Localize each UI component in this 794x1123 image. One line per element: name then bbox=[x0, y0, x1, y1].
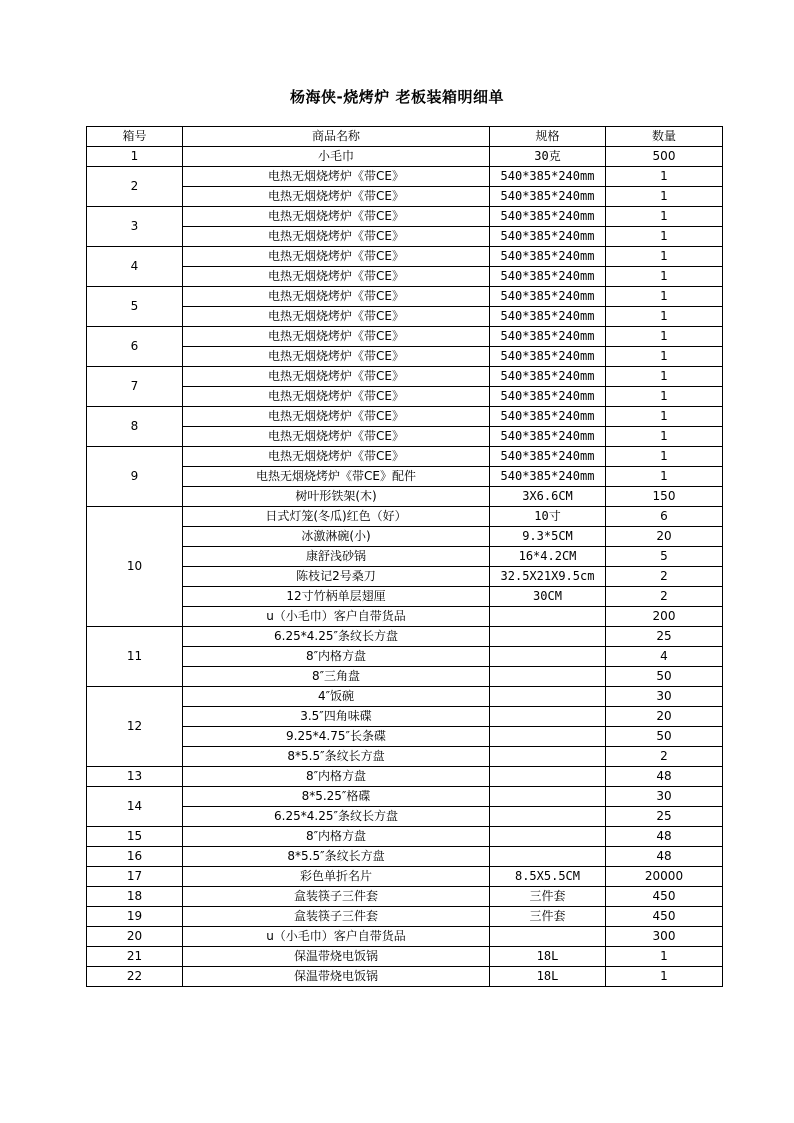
box-number-cell: 5 bbox=[87, 287, 183, 327]
product-name-cell: 8″内格方盘 bbox=[183, 767, 490, 787]
specification-cell: 540*385*240mm bbox=[490, 407, 606, 427]
specification-cell bbox=[490, 707, 606, 727]
table-row bbox=[87, 747, 723, 767]
box-number-cell: 18 bbox=[87, 887, 183, 907]
table-row bbox=[87, 287, 723, 307]
product-name-cell: 电热无烟烧烤炉《带CE》 bbox=[183, 207, 490, 227]
product-name-cell: 电热无烟烧烤炉《带CE》 bbox=[183, 407, 490, 427]
table-row bbox=[87, 407, 723, 427]
box-number-cell: 1 bbox=[87, 147, 183, 167]
specification-cell bbox=[490, 647, 606, 667]
table-row bbox=[87, 547, 723, 567]
product-name-cell: 电热无烟烧烤炉《带CE》 bbox=[183, 447, 490, 467]
product-name-cell: 盒装筷子三件套 bbox=[183, 887, 490, 907]
quantity-cell: 1 bbox=[606, 387, 723, 407]
quantity-cell: 500 bbox=[606, 147, 723, 167]
box-number-cell: 7 bbox=[87, 367, 183, 407]
product-name-cell: 8″三角盘 bbox=[183, 667, 490, 687]
quantity-cell: 2 bbox=[606, 567, 723, 587]
quantity-cell: 6 bbox=[606, 507, 723, 527]
specification-cell bbox=[490, 847, 606, 867]
quantity-cell: 1 bbox=[606, 347, 723, 367]
product-name-cell: 树叶形铁架(木) bbox=[183, 487, 490, 507]
table-row bbox=[87, 347, 723, 367]
packing-list-table bbox=[86, 126, 723, 987]
header-quantity: 数量 bbox=[606, 127, 723, 147]
product-name-cell: 电热无烟烧烤炉《带CE》 bbox=[183, 227, 490, 247]
table-row bbox=[87, 167, 723, 187]
product-name-cell: 8*5.5″条纹长方盘 bbox=[183, 847, 490, 867]
quantity-cell: 25 bbox=[606, 807, 723, 827]
box-number-cell: 16 bbox=[87, 847, 183, 867]
quantity-cell: 48 bbox=[606, 767, 723, 787]
product-name-cell: 12寸竹柄单层翅厘 bbox=[183, 587, 490, 607]
product-name-cell: 盒装筷子三件套 bbox=[183, 907, 490, 927]
quantity-cell: 200 bbox=[606, 607, 723, 627]
table-row bbox=[87, 587, 723, 607]
table-row bbox=[87, 887, 723, 907]
quantity-cell: 450 bbox=[606, 907, 723, 927]
quantity-cell: 1 bbox=[606, 267, 723, 287]
quantity-cell: 1 bbox=[606, 427, 723, 447]
product-name-cell: 8*5.5″条纹长方盘 bbox=[183, 747, 490, 767]
product-name-cell: 冰激淋碗(小) bbox=[183, 527, 490, 547]
quantity-cell: 50 bbox=[606, 727, 723, 747]
quantity-cell: 150 bbox=[606, 487, 723, 507]
box-number-cell: 20 bbox=[87, 927, 183, 947]
specification-cell bbox=[490, 667, 606, 687]
table-row bbox=[87, 207, 723, 227]
quantity-cell: 1 bbox=[606, 327, 723, 347]
box-number-cell: 4 bbox=[87, 247, 183, 287]
specification-cell: 540*385*240mm bbox=[490, 307, 606, 327]
product-name-cell: 彩色单折名片 bbox=[183, 867, 490, 887]
specification-cell: 30克 bbox=[490, 147, 606, 167]
specification-cell: 540*385*240mm bbox=[490, 167, 606, 187]
table-row bbox=[87, 267, 723, 287]
table-row bbox=[87, 927, 723, 947]
quantity-cell: 30 bbox=[606, 787, 723, 807]
table-row bbox=[87, 767, 723, 787]
product-name-cell: 电热无烟烧烤炉《带CE》 bbox=[183, 167, 490, 187]
quantity-cell: 1 bbox=[606, 467, 723, 487]
specification-cell bbox=[490, 787, 606, 807]
quantity-cell: 1 bbox=[606, 447, 723, 467]
specification-cell: 18L bbox=[490, 947, 606, 967]
quantity-cell: 48 bbox=[606, 847, 723, 867]
product-name-cell: 电热无烟烧烤炉《带CE》 bbox=[183, 347, 490, 367]
product-name-cell: 8″内格方盘 bbox=[183, 647, 490, 667]
product-name-cell: 电热无烟烧烤炉《带CE》 bbox=[183, 267, 490, 287]
product-name-cell: 电热无烟烧烤炉《带CE》 bbox=[183, 427, 490, 447]
table-row bbox=[87, 607, 723, 627]
quantity-cell: 50 bbox=[606, 667, 723, 687]
specification-cell: 540*385*240mm bbox=[490, 427, 606, 447]
product-name-cell: 陈枝记2号桑刀 bbox=[183, 567, 490, 587]
product-name-cell: u（小毛巾）客户自带货品 bbox=[183, 607, 490, 627]
table-row bbox=[87, 487, 723, 507]
quantity-cell: 1 bbox=[606, 187, 723, 207]
specification-cell bbox=[490, 627, 606, 647]
product-name-cell: 电热无烟烧烤炉《带CE》 bbox=[183, 247, 490, 267]
product-name-cell: 保温带烧电饭锅 bbox=[183, 967, 490, 987]
specification-cell: 540*385*240mm bbox=[490, 287, 606, 307]
table-row bbox=[87, 527, 723, 547]
specification-cell: 540*385*240mm bbox=[490, 347, 606, 367]
specification-cell bbox=[490, 727, 606, 747]
specification-cell: 540*385*240mm bbox=[490, 327, 606, 347]
table-row bbox=[87, 967, 723, 987]
quantity-cell: 1 bbox=[606, 247, 723, 267]
product-name-cell: 电热无烟烧烤炉《带CE》 bbox=[183, 387, 490, 407]
product-name-cell: 电热无烟烧烤炉《带CE》 bbox=[183, 287, 490, 307]
specification-cell: 三件套 bbox=[490, 907, 606, 927]
quantity-cell: 1 bbox=[606, 967, 723, 987]
product-name-cell: 电热无烟烧烤炉《带CE》 bbox=[183, 367, 490, 387]
quantity-cell: 1 bbox=[606, 227, 723, 247]
specification-cell: 540*385*240mm bbox=[490, 187, 606, 207]
quantity-cell: 450 bbox=[606, 887, 723, 907]
specification-cell: 540*385*240mm bbox=[490, 447, 606, 467]
product-name-cell: 电热无烟烧烤炉《带CE》 bbox=[183, 307, 490, 327]
box-number-cell: 15 bbox=[87, 827, 183, 847]
specification-cell bbox=[490, 767, 606, 787]
product-name-cell: 3.5″四角味碟 bbox=[183, 707, 490, 727]
table-row bbox=[87, 147, 723, 167]
quantity-cell: 5 bbox=[606, 547, 723, 567]
specification-cell: 540*385*240mm bbox=[490, 387, 606, 407]
specification-cell: 9.3*5CM bbox=[490, 527, 606, 547]
quantity-cell: 30 bbox=[606, 687, 723, 707]
specification-cell bbox=[490, 807, 606, 827]
quantity-cell: 1 bbox=[606, 407, 723, 427]
box-number-cell: 14 bbox=[87, 787, 183, 827]
table-row bbox=[87, 687, 723, 707]
box-number-cell: 19 bbox=[87, 907, 183, 927]
specification-cell: 32.5X21X9.5cm bbox=[490, 567, 606, 587]
table-row bbox=[87, 387, 723, 407]
table-row bbox=[87, 567, 723, 587]
specification-cell: 30CM bbox=[490, 587, 606, 607]
table-row bbox=[87, 227, 723, 247]
specification-cell: 540*385*240mm bbox=[490, 247, 606, 267]
table-body bbox=[87, 147, 723, 987]
table-row bbox=[87, 247, 723, 267]
quantity-cell: 20000 bbox=[606, 867, 723, 887]
product-name-cell: 6.25*4.25″条纹长方盘 bbox=[183, 807, 490, 827]
table-row bbox=[87, 367, 723, 387]
header-row bbox=[87, 127, 723, 147]
table-row bbox=[87, 727, 723, 747]
quantity-cell: 20 bbox=[606, 527, 723, 547]
product-name-cell: 电热无烟烧烤炉《带CE》 bbox=[183, 327, 490, 347]
specification-cell: 3X6.6CM bbox=[490, 487, 606, 507]
product-name-cell: 电热无烟烧烤炉《带CE》配件 bbox=[183, 467, 490, 487]
table-row bbox=[87, 667, 723, 687]
specification-cell: 540*385*240mm bbox=[490, 207, 606, 227]
table-row bbox=[87, 187, 723, 207]
quantity-cell: 1 bbox=[606, 947, 723, 967]
table-row bbox=[87, 867, 723, 887]
specification-cell bbox=[490, 827, 606, 847]
box-number-cell: 13 bbox=[87, 767, 183, 787]
table-row bbox=[87, 787, 723, 807]
table-row bbox=[87, 827, 723, 847]
quantity-cell: 4 bbox=[606, 647, 723, 667]
table-row bbox=[87, 947, 723, 967]
table-row bbox=[87, 707, 723, 727]
specification-cell: 540*385*240mm bbox=[490, 227, 606, 247]
specification-cell: 18L bbox=[490, 967, 606, 987]
specification-cell: 16*4.2CM bbox=[490, 547, 606, 567]
product-name-cell: 康舒浅砂锅 bbox=[183, 547, 490, 567]
specification-cell: 10寸 bbox=[490, 507, 606, 527]
quantity-cell: 1 bbox=[606, 307, 723, 327]
product-name-cell: u（小毛巾）客户自带货品 bbox=[183, 927, 490, 947]
product-name-cell: 8*5.25″格碟 bbox=[183, 787, 490, 807]
quantity-cell: 2 bbox=[606, 747, 723, 767]
box-number-cell: 17 bbox=[87, 867, 183, 887]
table-row bbox=[87, 847, 723, 867]
table-row bbox=[87, 467, 723, 487]
box-number-cell: 21 bbox=[87, 947, 183, 967]
specification-cell: 8.5X5.5CM bbox=[490, 867, 606, 887]
product-name-cell: 保温带烧电饭锅 bbox=[183, 947, 490, 967]
table-row bbox=[87, 307, 723, 327]
product-name-cell: 小毛巾 bbox=[183, 147, 490, 167]
quantity-cell: 48 bbox=[606, 827, 723, 847]
box-number-cell: 9 bbox=[87, 447, 183, 507]
table-row bbox=[87, 427, 723, 447]
header-box-number: 箱号 bbox=[87, 127, 183, 147]
specification-cell bbox=[490, 927, 606, 947]
product-name-cell: 9.25*4.75″长条碟 bbox=[183, 727, 490, 747]
specification-cell: 540*385*240mm bbox=[490, 267, 606, 287]
box-number-cell: 11 bbox=[87, 627, 183, 687]
quantity-cell: 20 bbox=[606, 707, 723, 727]
specification-cell bbox=[490, 607, 606, 627]
quantity-cell: 1 bbox=[606, 207, 723, 227]
quantity-cell: 25 bbox=[606, 627, 723, 647]
table-row bbox=[87, 627, 723, 647]
box-number-cell: 6 bbox=[87, 327, 183, 367]
product-name-cell: 8″内格方盘 bbox=[183, 827, 490, 847]
product-name-cell: 电热无烟烧烤炉《带CE》 bbox=[183, 187, 490, 207]
box-number-cell: 8 bbox=[87, 407, 183, 447]
table-row bbox=[87, 507, 723, 527]
quantity-cell: 1 bbox=[606, 287, 723, 307]
product-name-cell: 6.25*4.25″条纹长方盘 bbox=[183, 627, 490, 647]
header-product-name: 商品名称 bbox=[183, 127, 490, 147]
specification-cell bbox=[490, 687, 606, 707]
specification-cell: 540*385*240mm bbox=[490, 467, 606, 487]
table-row bbox=[87, 447, 723, 467]
box-number-cell: 10 bbox=[87, 507, 183, 627]
product-name-cell: 日式灯笼(冬瓜)红色（好） bbox=[183, 507, 490, 527]
box-number-cell: 2 bbox=[87, 167, 183, 207]
box-number-cell: 3 bbox=[87, 207, 183, 247]
table-row bbox=[87, 907, 723, 927]
specification-cell: 三件套 bbox=[490, 887, 606, 907]
table-row bbox=[87, 807, 723, 827]
quantity-cell: 2 bbox=[606, 587, 723, 607]
document-title: 杨海侠-烧烤炉 老板装箱明细单 bbox=[290, 88, 504, 106]
product-name-cell: 4″饭碗 bbox=[183, 687, 490, 707]
specification-cell: 540*385*240mm bbox=[490, 367, 606, 387]
table-row bbox=[87, 327, 723, 347]
specification-cell bbox=[490, 747, 606, 767]
quantity-cell: 1 bbox=[606, 167, 723, 187]
quantity-cell: 300 bbox=[606, 927, 723, 947]
table-row bbox=[87, 647, 723, 667]
box-number-cell: 22 bbox=[87, 967, 183, 987]
header-specification: 规格 bbox=[490, 127, 606, 147]
box-number-cell: 12 bbox=[87, 687, 183, 767]
quantity-cell: 1 bbox=[606, 367, 723, 387]
